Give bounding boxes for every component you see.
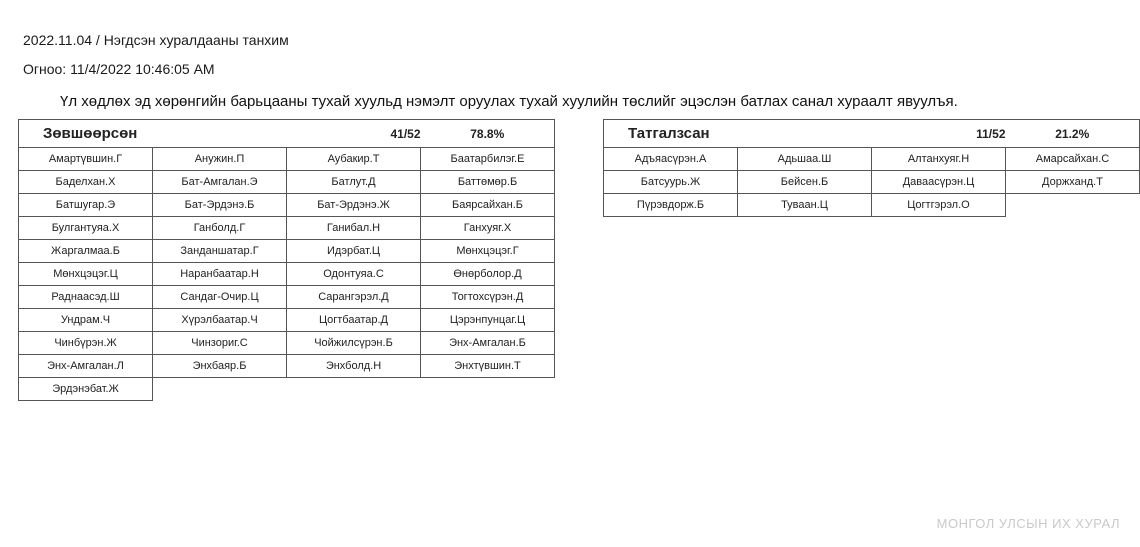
approved-member-name: Энхтүвшин.Т xyxy=(421,355,555,378)
rejected-header-row xyxy=(604,120,1140,148)
approved-row xyxy=(19,309,555,332)
approved-member-name: Бат-Эрдэнэ.Ж xyxy=(287,194,421,217)
watermark: МОНГОЛ УЛСЫН ИХ ХУРАЛ xyxy=(936,516,1120,531)
approved-member-name: Бат-Эрдэнэ.Б xyxy=(153,194,287,217)
approved-member-name: Батлут.Д xyxy=(287,171,421,194)
approved-member-name: Раднаасэд.Ш xyxy=(19,286,153,309)
motion-text: Үл хөдлөх эд хөрөнгийн барьцааны тухай хуульд нэмэлт оруулах тухай хуулийн төслийг эцэслэн батлах санал хураалт явуулъя. xyxy=(60,93,958,110)
approved-row xyxy=(19,263,555,286)
approved-member-name: Наранбаатар.Н xyxy=(153,263,287,286)
approved-member-name: Мөнхцэцэг.Г xyxy=(421,240,555,263)
approved-member-name: Одонтуяа.С xyxy=(287,263,421,286)
approved-member-name: Энх-Амгалан.Б xyxy=(421,332,555,355)
approved-member-name: Энхбаяр.Б xyxy=(153,355,287,378)
approved-member-name: Энхболд.Н xyxy=(287,355,421,378)
rejected-member-name: Даваасүрэн.Ц xyxy=(872,171,1006,194)
approved-member-name: Аубакир.Т xyxy=(287,148,421,171)
approved-header-row xyxy=(19,120,555,148)
empty-cell xyxy=(1006,194,1140,217)
approved-row xyxy=(19,171,555,194)
session-date-location: 2022.11.04 / Нэгдсэн хуралдааны танхим xyxy=(23,32,289,48)
rejected-member-name: Алтанхуяг.Н xyxy=(872,148,1006,171)
approved-member-name: Ганибал.Н xyxy=(287,217,421,240)
approved-member-name: Идэрбат.Ц xyxy=(287,240,421,263)
approved-title: Зөвшөөрсөн xyxy=(19,120,287,148)
approved-member-name: Цэрэнпунцаг.Ц xyxy=(421,309,555,332)
rejected-row xyxy=(604,194,1140,217)
approved-member-name: Баделхан.Х xyxy=(19,171,153,194)
rejected-member-name: Пүрэвдорж.Б xyxy=(604,194,738,217)
approved-member-name: Цогтбаатар.Д xyxy=(287,309,421,332)
rejected-member-name: Бейсен.Б xyxy=(738,171,872,194)
empty-cell xyxy=(421,378,555,401)
approved-row xyxy=(19,355,555,378)
rejected-percent: 21.2% xyxy=(1006,120,1140,148)
approved-member-name: Булгантуяа.Х xyxy=(19,217,153,240)
approved-member-name: Тогтохсүрэн.Д xyxy=(421,286,555,309)
vote-timestamp: Огноо: 11/4/2022 10:46:05 AM xyxy=(23,61,215,77)
approved-member-name: Баярсайхан.Б xyxy=(421,194,555,217)
approved-member-name: Баатарбилэг.Е xyxy=(421,148,555,171)
approved-row xyxy=(19,217,555,240)
approved-member-name: Чинзориг.С xyxy=(153,332,287,355)
approved-member-name: Чинбүрэн.Ж xyxy=(19,332,153,355)
rejected-row xyxy=(604,148,1140,171)
approved-member-name: Мөнхцэцэг.Ц xyxy=(19,263,153,286)
approved-member-name: Хүрэлбаатар.Ч xyxy=(153,309,287,332)
approved-row xyxy=(19,332,555,355)
rejected-member-name: Туваан.Ц xyxy=(738,194,872,217)
approved-row xyxy=(19,148,555,171)
approved-member-name: Занданшатар.Г xyxy=(153,240,287,263)
approved-member-name: Энх-Амгалан.Л xyxy=(19,355,153,378)
rejected-member-name: Цогтгэрэл.О xyxy=(872,194,1006,217)
approved-member-name: Сарангэрэл.Д xyxy=(287,286,421,309)
approved-row xyxy=(19,240,555,263)
empty-cell xyxy=(153,378,287,401)
approved-member-name: Өнөрболор.Д xyxy=(421,263,555,286)
approved-member-name: Эрдэнэбат.Ж xyxy=(19,378,153,401)
approved-member-name: Батшугар.Э xyxy=(19,194,153,217)
approved-member-name: Жаргалмаа.Б xyxy=(19,240,153,263)
approved-member-name: Чойжилсүрэн.Б xyxy=(287,332,421,355)
rejected-member-name: Адъяасүрэн.А xyxy=(604,148,738,171)
rejected-votes-table xyxy=(603,119,1140,217)
approved-row xyxy=(19,378,555,401)
rejected-member-name: Амарсайхан.С xyxy=(1006,148,1140,171)
empty-cell xyxy=(287,378,421,401)
approved-member-name: Амартүвшин.Г xyxy=(19,148,153,171)
approved-row xyxy=(19,194,555,217)
approved-member-name: Сандаг-Очир.Ц xyxy=(153,286,287,309)
approved-percent: 78.8% xyxy=(421,120,555,148)
approved-count: 41/52 xyxy=(287,120,421,148)
approved-votes-table xyxy=(18,119,555,401)
rejected-count: 11/52 xyxy=(872,120,1006,148)
approved-member-name: Ганхуяг.Х xyxy=(421,217,555,240)
rejected-member-name: Батсуурь.Ж xyxy=(604,171,738,194)
rejected-row xyxy=(604,171,1140,194)
approved-member-name: Ганболд.Г xyxy=(153,217,287,240)
rejected-title: Татгалзсан xyxy=(604,120,872,148)
approved-member-name: Ундрам.Ч xyxy=(19,309,153,332)
approved-member-name: Анужин.П xyxy=(153,148,287,171)
rejected-member-name: Доржханд.Т xyxy=(1006,171,1140,194)
rejected-member-name: Адьшаа.Ш xyxy=(738,148,872,171)
approved-member-name: Баттөмөр.Б xyxy=(421,171,555,194)
approved-row xyxy=(19,286,555,309)
approved-member-name: Бат-Амгалан.Э xyxy=(153,171,287,194)
